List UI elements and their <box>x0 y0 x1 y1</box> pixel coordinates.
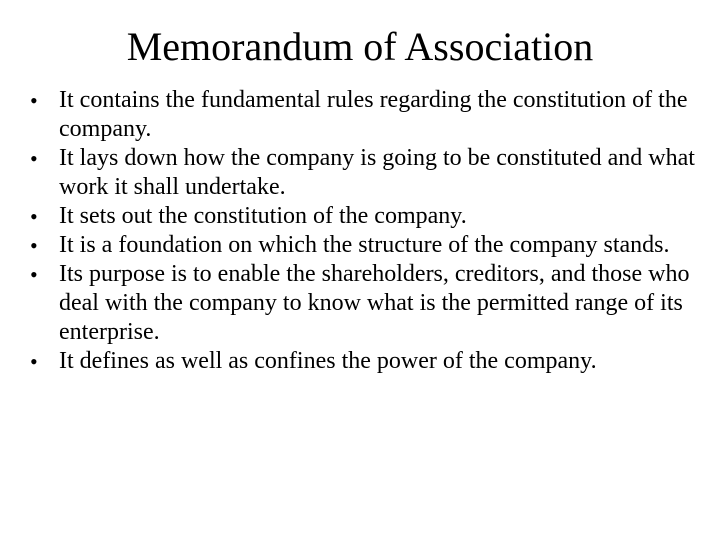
bullet-item <box>30 347 698 376</box>
bullet-text: It lays down how the company is going to be constituted and what work it shall undertake. <box>59 145 695 200</box>
bullet-item <box>30 86 698 144</box>
bullet-item <box>30 202 698 231</box>
bullet-item <box>30 231 698 260</box>
bullet-item <box>30 144 698 202</box>
bullet-item <box>30 260 698 347</box>
bullet-icon: • <box>30 262 38 287</box>
bullet-icon: • <box>30 349 38 374</box>
bullet-icon: • <box>30 233 38 258</box>
slide-title: Memorandum of Association <box>126 24 594 69</box>
bullet-text: Its purpose is to enable the shareholders, creditors, and those who deal with the company to know what is the permitted range of its enterprise. <box>59 261 690 345</box>
bullet-text: It contains the fundamental rules regarding the constitution of the company. <box>59 87 688 142</box>
bullet-icon: • <box>30 204 38 229</box>
bullet-icon: • <box>30 146 38 171</box>
bullet-text: It defines as well as confines the power of the company. <box>59 348 597 374</box>
bullet-text: It sets out the constitution of the company. <box>59 203 467 229</box>
bullet-text: It is a foundation on which the structure of the company stands. <box>59 232 670 258</box>
bullet-list <box>30 86 698 376</box>
bullet-icon: • <box>30 88 38 113</box>
